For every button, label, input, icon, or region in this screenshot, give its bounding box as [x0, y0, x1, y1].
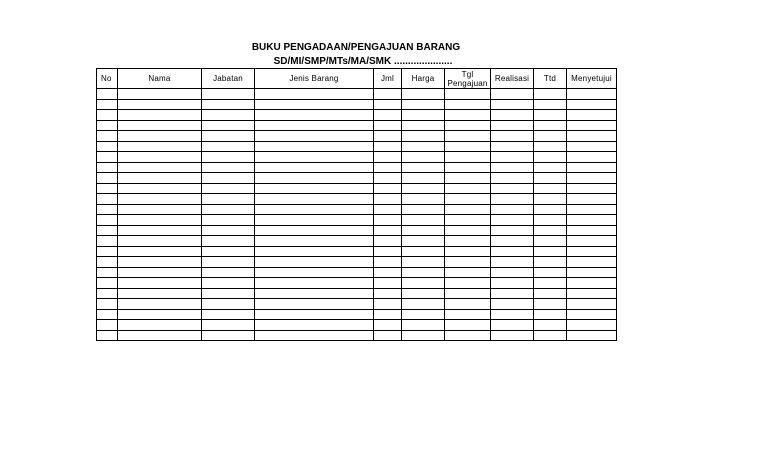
table-cell: [202, 330, 255, 341]
column-header-tgl-pengajuan: [445, 69, 491, 89]
table-cell: [402, 267, 445, 278]
table-cell: [374, 183, 402, 194]
table-cell: [202, 309, 255, 320]
table-cell: [445, 267, 491, 278]
table-cell: [255, 236, 374, 247]
table-cell: [97, 162, 118, 173]
table-cell: [491, 131, 534, 142]
table-cell: [202, 204, 255, 215]
table-cell: [402, 288, 445, 299]
table-cell: [402, 257, 445, 268]
table-cell: [534, 89, 567, 100]
column-header-menyetujui: Menyetujui: [567, 69, 617, 89]
table-cell: [118, 215, 202, 226]
table-cell: [255, 131, 374, 142]
table-cell: [97, 141, 118, 152]
table-cell: [491, 236, 534, 247]
table-cell: [567, 194, 617, 205]
table-cell: [374, 89, 402, 100]
table-cell: [445, 320, 491, 331]
table-cell: [255, 246, 374, 257]
table-cell: [445, 183, 491, 194]
table-cell: [202, 120, 255, 131]
table-cell: [567, 183, 617, 194]
table-cell: [445, 204, 491, 215]
table-cell: [445, 236, 491, 247]
table-cell: [202, 278, 255, 289]
table-cell: [374, 131, 402, 142]
table-cell: [491, 320, 534, 331]
table-cell: [402, 320, 445, 331]
table-cell: [402, 278, 445, 289]
table-cell: [202, 110, 255, 121]
table-row: [97, 162, 617, 173]
table-cell: [97, 152, 118, 163]
table-cell: [534, 330, 567, 341]
table-cell: [97, 246, 118, 257]
table-cell: [491, 162, 534, 173]
table-cell: [534, 288, 567, 299]
table-cell: [97, 110, 118, 121]
table-row: [97, 215, 617, 226]
table-cell: [118, 141, 202, 152]
table-cell: [202, 89, 255, 100]
table-cell: [402, 309, 445, 320]
table-cell: [118, 309, 202, 320]
table-cell: [567, 257, 617, 268]
table-cell: [491, 120, 534, 131]
table-row: [97, 120, 617, 131]
table-cell: [118, 246, 202, 257]
table-cell: [97, 278, 118, 289]
column-header-jenis-barang: Jenis Barang: [255, 69, 374, 89]
table-cell: [118, 267, 202, 278]
table-cell: [445, 89, 491, 100]
table-cell: [567, 110, 617, 121]
table-cell: [97, 288, 118, 299]
table-cell: [255, 162, 374, 173]
table-cell: [374, 194, 402, 205]
table-cell: [255, 152, 374, 163]
table-header-row: [97, 69, 617, 89]
table-cell: [374, 204, 402, 215]
table-cell: [255, 173, 374, 184]
table-cell: [374, 246, 402, 257]
table-cell: [118, 99, 202, 110]
table-cell: [445, 288, 491, 299]
table-cell: [402, 246, 445, 257]
table-cell: [255, 225, 374, 236]
table-cell: [567, 131, 617, 142]
table-cell: [567, 267, 617, 278]
table-cell: [491, 299, 534, 310]
table-cell: [255, 183, 374, 194]
table-cell: [567, 309, 617, 320]
column-header-ttd: Ttd: [534, 69, 567, 89]
table-cell: [202, 299, 255, 310]
table-cell: [445, 131, 491, 142]
table-cell: [445, 173, 491, 184]
table-cell: [534, 110, 567, 121]
table-row: [97, 299, 617, 310]
table-row: [97, 152, 617, 163]
table-cell: [445, 309, 491, 320]
table-cell: [118, 204, 202, 215]
table-cell: [202, 288, 255, 299]
table-cell: [567, 173, 617, 184]
table-cell: [97, 183, 118, 194]
table-cell: [567, 162, 617, 173]
table-cell: [534, 141, 567, 152]
table-cell: [202, 267, 255, 278]
table-cell: [567, 288, 617, 299]
column-header-tgl-line2: Pengajuan: [447, 78, 488, 88]
table-cell: [491, 288, 534, 299]
column-header-no: No: [97, 69, 118, 89]
table-cell: [534, 204, 567, 215]
table-cell: [97, 299, 118, 310]
table-cell: [202, 320, 255, 331]
table-row: [97, 309, 617, 320]
table-cell: [534, 225, 567, 236]
table-row: [97, 89, 617, 100]
table-body: [97, 89, 617, 341]
table-cell: [255, 215, 374, 226]
table-cell: [567, 246, 617, 257]
table-cell: [567, 320, 617, 331]
table-cell: [534, 278, 567, 289]
table-cell: [445, 120, 491, 131]
table-cell: [118, 152, 202, 163]
table-cell: [255, 257, 374, 268]
table-cell: [491, 110, 534, 121]
table-cell: [402, 131, 445, 142]
table-cell: [374, 152, 402, 163]
table-cell: [374, 162, 402, 173]
table-cell: [374, 215, 402, 226]
table-cell: [445, 99, 491, 110]
table-cell: [445, 162, 491, 173]
table-cell: [97, 131, 118, 142]
table-cell: [534, 299, 567, 310]
table-cell: [534, 320, 567, 331]
table-cell: [202, 215, 255, 226]
table-cell: [402, 204, 445, 215]
table-cell: [534, 309, 567, 320]
table-cell: [374, 278, 402, 289]
table-cell: [402, 215, 445, 226]
table-cell: [374, 225, 402, 236]
table-cell: [534, 267, 567, 278]
table-row: [97, 99, 617, 110]
table-cell: [202, 236, 255, 247]
table-cell: [202, 141, 255, 152]
table-cell: [534, 173, 567, 184]
table-cell: [118, 120, 202, 131]
table-cell: [118, 330, 202, 341]
table-cell: [97, 225, 118, 236]
table-cell: [255, 141, 374, 152]
table-cell: [491, 194, 534, 205]
table-cell: [445, 278, 491, 289]
document-title: BUKU PENGADAAN/PENGAJUAN BARANG: [251, 42, 461, 53]
table-cell: [534, 152, 567, 163]
table-cell: [534, 257, 567, 268]
column-header-jabatan: Jabatan: [202, 69, 255, 89]
table-cell: [491, 173, 534, 184]
table-cell: [445, 246, 491, 257]
table-cell: [491, 267, 534, 278]
table-cell: [402, 162, 445, 173]
table-cell: [97, 120, 118, 131]
table-cell: [374, 299, 402, 310]
table-cell: [255, 110, 374, 121]
table-cell: [402, 183, 445, 194]
table-cell: [402, 89, 445, 100]
column-header-realisasi: Realisasi: [491, 69, 534, 89]
table-row: [97, 278, 617, 289]
table-cell: [97, 173, 118, 184]
table-cell: [374, 173, 402, 184]
column-header-jml: Jml: [374, 69, 402, 89]
table-cell: [491, 257, 534, 268]
table-cell: [255, 288, 374, 299]
table-cell: [491, 204, 534, 215]
table-cell: [97, 215, 118, 226]
table-cell: [118, 320, 202, 331]
document-subtitle: SD/MI/SMP/MTs/MA/SMK .....................: [273, 56, 453, 67]
table-cell: [491, 89, 534, 100]
table-cell: [97, 236, 118, 247]
table-cell: [202, 225, 255, 236]
table-cell: [491, 246, 534, 257]
table-cell: [567, 141, 617, 152]
table-cell: [255, 320, 374, 331]
table-cell: [445, 299, 491, 310]
table-cell: [118, 225, 202, 236]
table-cell: [202, 194, 255, 205]
table-cell: [567, 99, 617, 110]
table-cell: [567, 120, 617, 131]
table-cell: [202, 246, 255, 257]
table-row: [97, 183, 617, 194]
procurement-ledger-table: [96, 68, 617, 341]
table-cell: [534, 183, 567, 194]
table-cell: [534, 236, 567, 247]
table-cell: [402, 194, 445, 205]
table-cell: [491, 330, 534, 341]
table-cell: [118, 162, 202, 173]
table-row: [97, 204, 617, 215]
table-cell: [402, 110, 445, 121]
table-cell: [202, 257, 255, 268]
table-cell: [97, 330, 118, 341]
table-cell: [118, 257, 202, 268]
table-cell: [402, 330, 445, 341]
table-row: [97, 194, 617, 205]
table-cell: [374, 288, 402, 299]
table-cell: [534, 99, 567, 110]
table-cell: [255, 89, 374, 100]
table-cell: [567, 330, 617, 341]
table-cell: [567, 89, 617, 100]
table-cell: [202, 99, 255, 110]
table-cell: [491, 225, 534, 236]
document-title-block: [96, 41, 616, 69]
table-cell: [118, 173, 202, 184]
table-cell: [118, 183, 202, 194]
table-cell: [97, 99, 118, 110]
table-cell: [255, 299, 374, 310]
table-cell: [402, 173, 445, 184]
column-header-harga: Harga: [402, 69, 445, 89]
table-cell: [255, 204, 374, 215]
table-cell: [402, 120, 445, 131]
table-cell: [402, 236, 445, 247]
column-header-tgl-line1: Tgl: [461, 69, 474, 79]
table-cell: [491, 183, 534, 194]
table-cell: [374, 257, 402, 268]
table-cell: [534, 120, 567, 131]
table-row: [97, 320, 617, 331]
table-cell: [567, 152, 617, 163]
table-cell: [567, 278, 617, 289]
table-row: [97, 110, 617, 121]
table-cell: [374, 120, 402, 131]
table-cell: [255, 309, 374, 320]
table-cell: [97, 267, 118, 278]
table-cell: [202, 152, 255, 163]
table-cell: [534, 246, 567, 257]
table-cell: [445, 257, 491, 268]
table-cell: [445, 152, 491, 163]
table-cell: [567, 225, 617, 236]
table-cell: [202, 162, 255, 173]
table-cell: [374, 267, 402, 278]
column-header-nama: Nama: [118, 69, 202, 89]
table-cell: [374, 309, 402, 320]
table-cell: [445, 141, 491, 152]
table-cell: [374, 320, 402, 331]
table-cell: [97, 320, 118, 331]
table-cell: [255, 194, 374, 205]
table-cell: [374, 110, 402, 121]
table-cell: [534, 215, 567, 226]
table-cell: [255, 330, 374, 341]
table-cell: [255, 267, 374, 278]
table-cell: [445, 194, 491, 205]
table-cell: [491, 152, 534, 163]
table-cell: [534, 162, 567, 173]
table-cell: [118, 110, 202, 121]
table-cell: [567, 236, 617, 247]
table-cell: [97, 204, 118, 215]
table-cell: [374, 236, 402, 247]
table-cell: [118, 89, 202, 100]
table-cell: [402, 225, 445, 236]
table-cell: [97, 309, 118, 320]
table-cell: [534, 194, 567, 205]
table-cell: [255, 278, 374, 289]
table-cell: [118, 194, 202, 205]
table-cell: [97, 89, 118, 100]
table-cell: [118, 299, 202, 310]
table-cell: [491, 278, 534, 289]
table-cell: [255, 99, 374, 110]
table-row: [97, 131, 617, 142]
table-cell: [255, 120, 374, 131]
table-cell: [567, 204, 617, 215]
table-cell: [118, 236, 202, 247]
table-cell: [534, 131, 567, 142]
table-cell: [402, 99, 445, 110]
table-cell: [445, 110, 491, 121]
table-row: [97, 330, 617, 341]
table-cell: [374, 141, 402, 152]
table-row: [97, 246, 617, 257]
table-cell: [491, 215, 534, 226]
table-cell: [374, 330, 402, 341]
table-cell: [445, 215, 491, 226]
table-cell: [402, 152, 445, 163]
table-cell: [118, 278, 202, 289]
table-cell: [445, 225, 491, 236]
table-cell: [491, 309, 534, 320]
table-row: [97, 173, 617, 184]
table-cell: [202, 131, 255, 142]
table-cell: [567, 299, 617, 310]
table-cell: [97, 257, 118, 268]
table-row: [97, 141, 617, 152]
table-cell: [202, 183, 255, 194]
table-cell: [402, 299, 445, 310]
table-row: [97, 225, 617, 236]
table-cell: [567, 215, 617, 226]
table-row: [97, 267, 617, 278]
table-cell: [402, 141, 445, 152]
table-cell: [97, 194, 118, 205]
table-cell: [491, 141, 534, 152]
table-row: [97, 236, 617, 247]
table-cell: [374, 99, 402, 110]
table-row: [97, 288, 617, 299]
table-row: [97, 257, 617, 268]
table-cell: [491, 99, 534, 110]
table-cell: [445, 330, 491, 341]
table-cell: [118, 131, 202, 142]
table-cell: [202, 173, 255, 184]
table-cell: [118, 288, 202, 299]
